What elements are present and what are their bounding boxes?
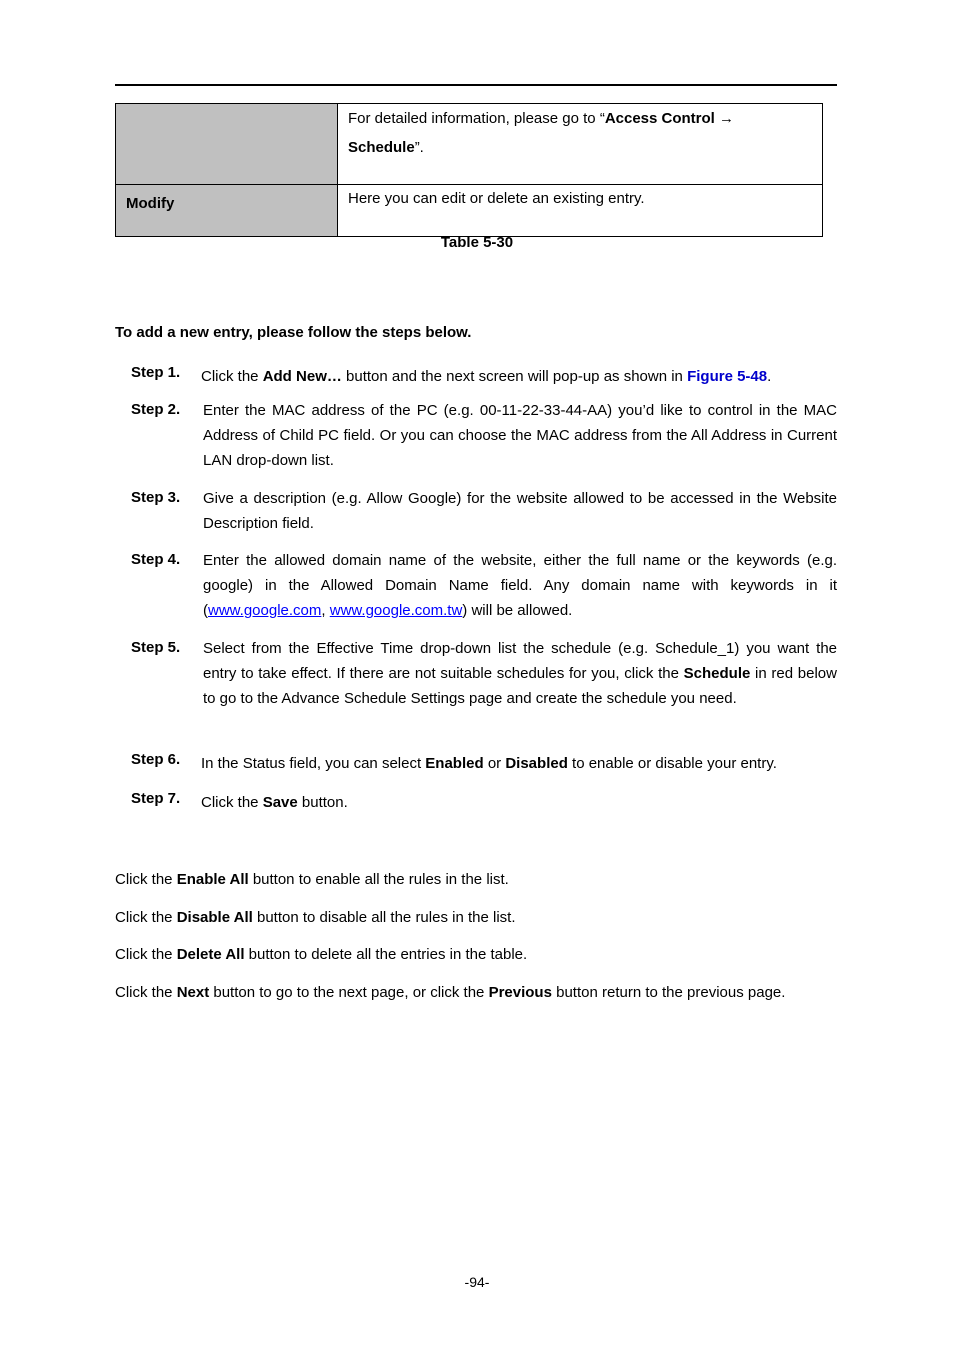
step-number: Step 7.: [131, 790, 181, 807]
step-text: Enter the MAC address of the PC (e.g. 00-11-22-33-44-AA) you’d like to control in the MAC Address of Child PC field. Or you can choose the MAC address from the All Address in Current LAN drop-down list.: [203, 402, 837, 469]
step-item: [131, 398, 837, 473]
step-item: [131, 636, 837, 711]
step-text: Select from the Effective Time drop-down list the schedule (e.g. Schedule_1) you want the entry to take effect. If there are not suitable schedules for you, click the Schedule in red below to go to the Advance Schedule Settings page and create the schedule you need.: [203, 640, 837, 707]
page-number: -94-: [464, 1274, 490, 1290]
figure-link[interactable]: Figure 5-48: [687, 368, 768, 385]
step-number: Step 6.: [131, 751, 181, 768]
step-item: [131, 486, 837, 536]
header-rule: [115, 84, 837, 86]
step-text: Give a description (e.g. Allow Google) for the website allowed to be accessed in the Website Description field.: [203, 490, 837, 532]
step-text: In the Status field, you can select Enabled or Disabled to enable or disable your entry.: [201, 755, 777, 772]
table-value-cell: For detailed information, please go to “Access Control → Schedule”.: [338, 104, 823, 185]
step-item: [131, 790, 837, 815]
table-value-cell: Here you can edit or delete an existing entry.: [338, 185, 823, 237]
paragraph-disable-all: Click the Disable All button to disable all the rules in the list.: [115, 909, 516, 926]
table-key-cell: [116, 104, 338, 185]
step-text: Click the Add New… button and the next screen will pop-up as shown in Figure 5-48.: [201, 368, 772, 385]
table-row: [116, 185, 823, 237]
step-text: Enter the allowed domain name of the website, either the full name or the keywords (e.g. google) in the Allowed Domain Name field. Any domain name with keywords in it (www.google.com, www.google.com.tw) will be allowed.: [203, 552, 837, 619]
paragraph-delete-all: Click the Delete All button to delete all the entries in the table.: [115, 946, 528, 963]
step-item: [131, 364, 837, 389]
table-key-cell: Modify: [116, 185, 338, 237]
step-number: Step 4.: [131, 551, 181, 568]
paragraph-next-previous: Click the Next button to go to the next page, or click the Previous button return to the previous page.: [115, 984, 786, 1001]
step-item: [131, 751, 837, 776]
parameter-table: [115, 103, 823, 237]
google-tw-link[interactable]: www.google.com.tw: [329, 602, 463, 619]
paragraph-enable-all: Click the Enable All button to enable all the rules in the list.: [115, 871, 509, 888]
google-link[interactable]: www.google.com: [208, 602, 322, 619]
table-row: [116, 104, 823, 185]
step-number: Step 5.: [131, 639, 181, 656]
step-number: Step 2.: [131, 401, 181, 418]
step-item: [131, 548, 837, 623]
step-number: Step 3.: [131, 489, 181, 506]
table-caption: Table 5-30: [440, 234, 514, 251]
step-text: Click the Save button.: [201, 794, 348, 811]
steps-heading: To add a new entry, please follow the steps below.: [115, 324, 472, 341]
step-number: Step 1.: [131, 364, 181, 381]
